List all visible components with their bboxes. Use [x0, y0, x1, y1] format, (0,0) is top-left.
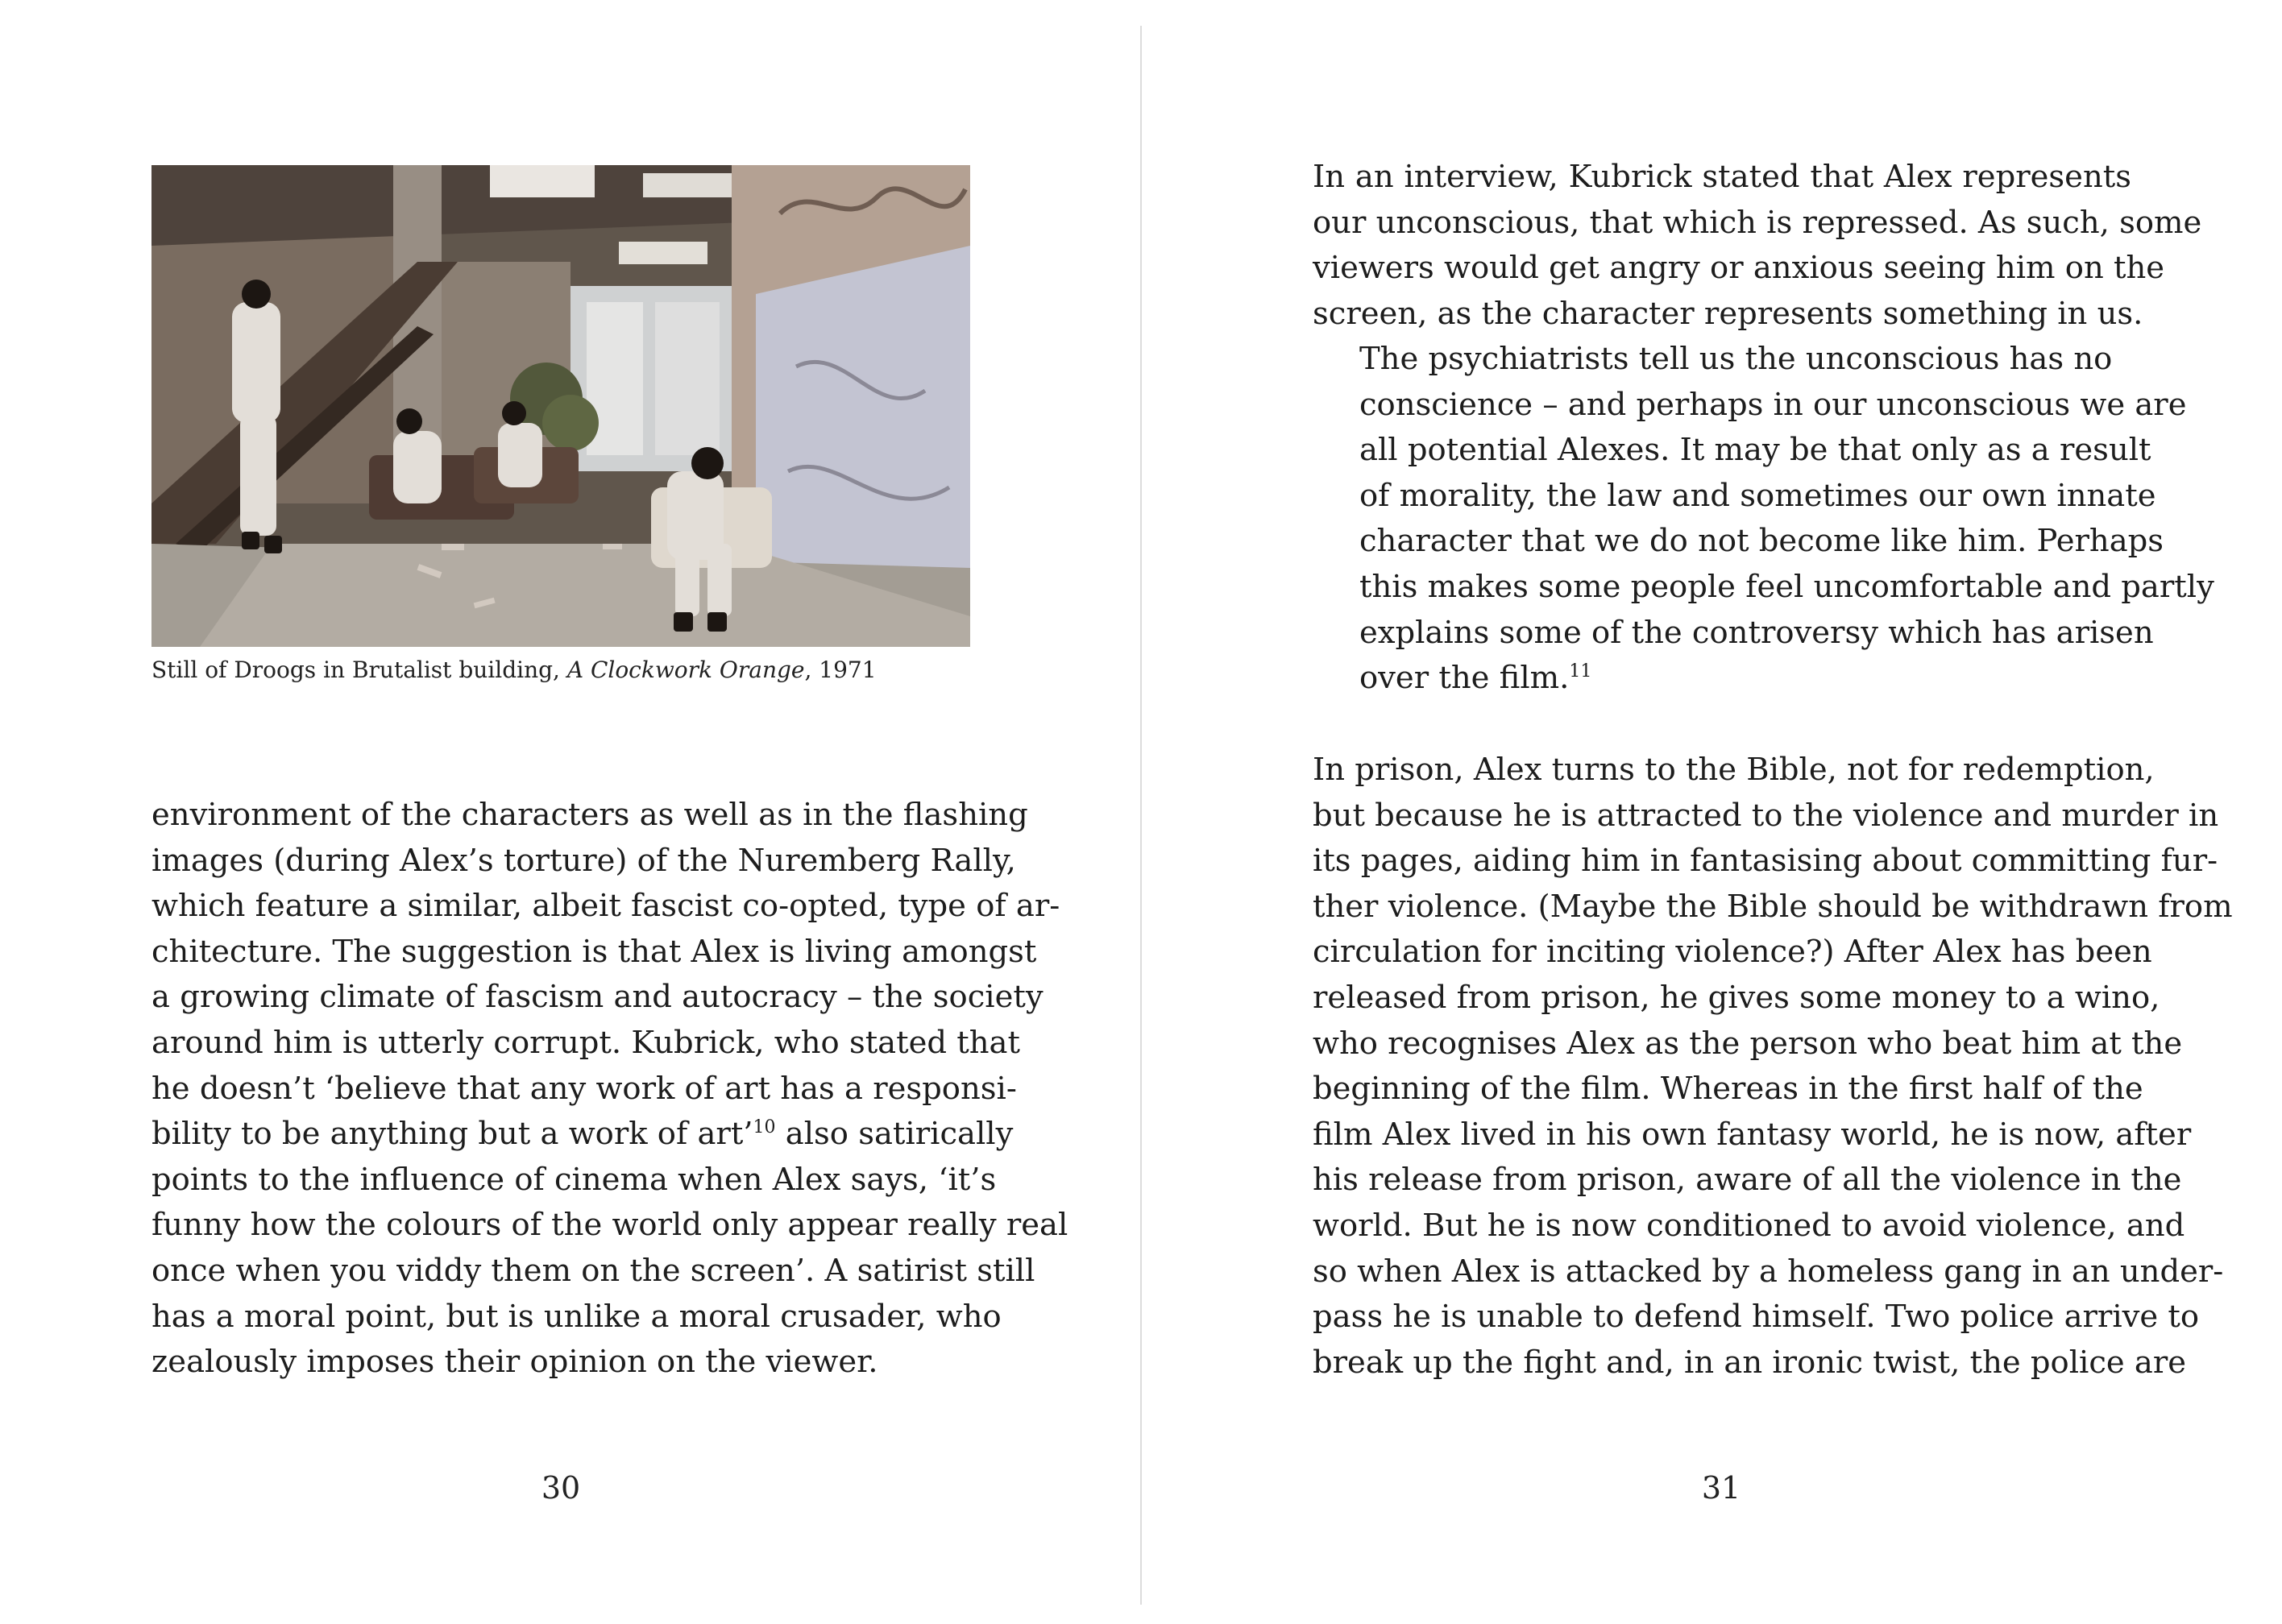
body-line: he doesn’t ‘believe that any work of art has a responsi-	[151, 1070, 1017, 1107]
intro-paragraph	[1313, 155, 2202, 337]
quote-line: of morality, the law and sometimes our own innate	[1359, 477, 2156, 514]
body-line: which feature a similar, albeit fascist co-opted, type of ar-	[151, 888, 1060, 925]
body-line: chitecture. The suggestion is that Alex is living amongst	[151, 933, 1037, 970]
body-line: screen, as the character represents something in us.	[1313, 295, 2143, 332]
body-line: who recognises Alex as the person who beat him at the	[1313, 1025, 2183, 1062]
caption-text: Still of Droogs in Brutalist building,	[151, 657, 567, 683]
body-line-tail: also satirically	[775, 1116, 1014, 1153]
body-line: our unconscious, that which is repressed. As such, some	[1313, 204, 2202, 241]
page-number: 31	[1701, 1470, 1741, 1506]
quote-line: explains some of the controversy which has arisen	[1359, 614, 2154, 651]
body-line: points to the influence of cinema when Alex says, ‘it’s	[151, 1161, 997, 1198]
page-number: 30	[541, 1470, 581, 1506]
body-line: so when Alex is attacked by a homeless gang in an under-	[1313, 1253, 2224, 1290]
body-line: beginning of the film. Whereas in the first half of the	[1313, 1071, 2143, 1108]
body-line: but because he is attracted to the violence and murder in	[1313, 797, 2219, 834]
body-line: his release from prison, aware of all the violence in the	[1313, 1162, 2182, 1199]
quote-line: this makes some people feel uncomfortable and partly	[1359, 568, 2214, 605]
body-line: environment of the characters as well as in the flashing	[151, 797, 1028, 833]
caption-year: , 1971	[804, 657, 877, 683]
quote-line: character that we do not become like him. Perhaps	[1359, 523, 2164, 560]
body-line-with-footnote	[151, 1112, 1014, 1158]
body-line: has a moral point, but is unlike a moral crusader, who	[151, 1298, 1002, 1335]
body-line: its pages, aiding him in fantasising about committing fur-	[1313, 843, 2218, 880]
footnote-ref: 10	[753, 1117, 776, 1138]
footnote-ref: 11	[1569, 661, 1592, 682]
film-still-image	[151, 165, 970, 647]
body-line: around him is utterly corrupt. Kubrick, who stated that	[151, 1024, 1020, 1061]
right-page	[1141, 0, 2282, 1624]
body-line: a growing climate of fascism and autocracy – the society	[151, 979, 1043, 1016]
body-line: circulation for inciting violence?) After Alex has been	[1313, 934, 2152, 971]
body-line: images (during Alex’s torture) of the Nuremberg Rally,	[151, 842, 1016, 879]
left-body-text	[151, 793, 1068, 1386]
quote-line: conscience – and perhaps in our unconscious we are	[1359, 386, 2187, 423]
quote-line-with-footnote	[1359, 656, 2133, 702]
body-line: ther violence. (Maybe the Bible should be withdrawn from	[1313, 888, 2233, 925]
body-line: break up the fight and, in an ironic twist, the police are	[1313, 1344, 2187, 1381]
body-line: world. But he is now conditioned to avoid violence, and	[1313, 1207, 2185, 1244]
quote-line: all potential Alexes. It may be that only as a result	[1359, 432, 2151, 469]
body-line: viewers would get angry or anxious seeing him on the	[1313, 250, 2165, 287]
figure-caption	[151, 654, 970, 686]
body-line: In prison, Alex turns to the Bible, not for redemption,	[1313, 752, 2155, 788]
body-line: released from prison, he gives some money to a wino,	[1313, 979, 2160, 1016]
block-quote	[1359, 337, 2214, 702]
body-line: film Alex lived in his own fantasy world, he is now, after	[1313, 1116, 2192, 1153]
body-line: funny how the colours of the world only appear really real	[151, 1207, 1068, 1244]
right-body-text	[1313, 748, 2233, 1386]
body-line: In an interview, Kubrick stated that Alex represents	[1313, 159, 2131, 195]
quote-line: The psychiatrists tell us the unconscious has no	[1359, 341, 2113, 377]
quote-line-text: over the film.	[1359, 660, 1570, 697]
body-line: pass he is unable to defend himself. Two police arrive to	[1313, 1299, 2200, 1336]
body-line: zealously imposes their opinion on the viewer.	[151, 1344, 878, 1381]
caption-film-title: A Clockwork Orange	[566, 657, 805, 683]
body-line: once when you viddy them on the screen’. A satirist still	[151, 1252, 1035, 1289]
body-line-text: bility to be anything but a work of art’	[151, 1116, 753, 1153]
